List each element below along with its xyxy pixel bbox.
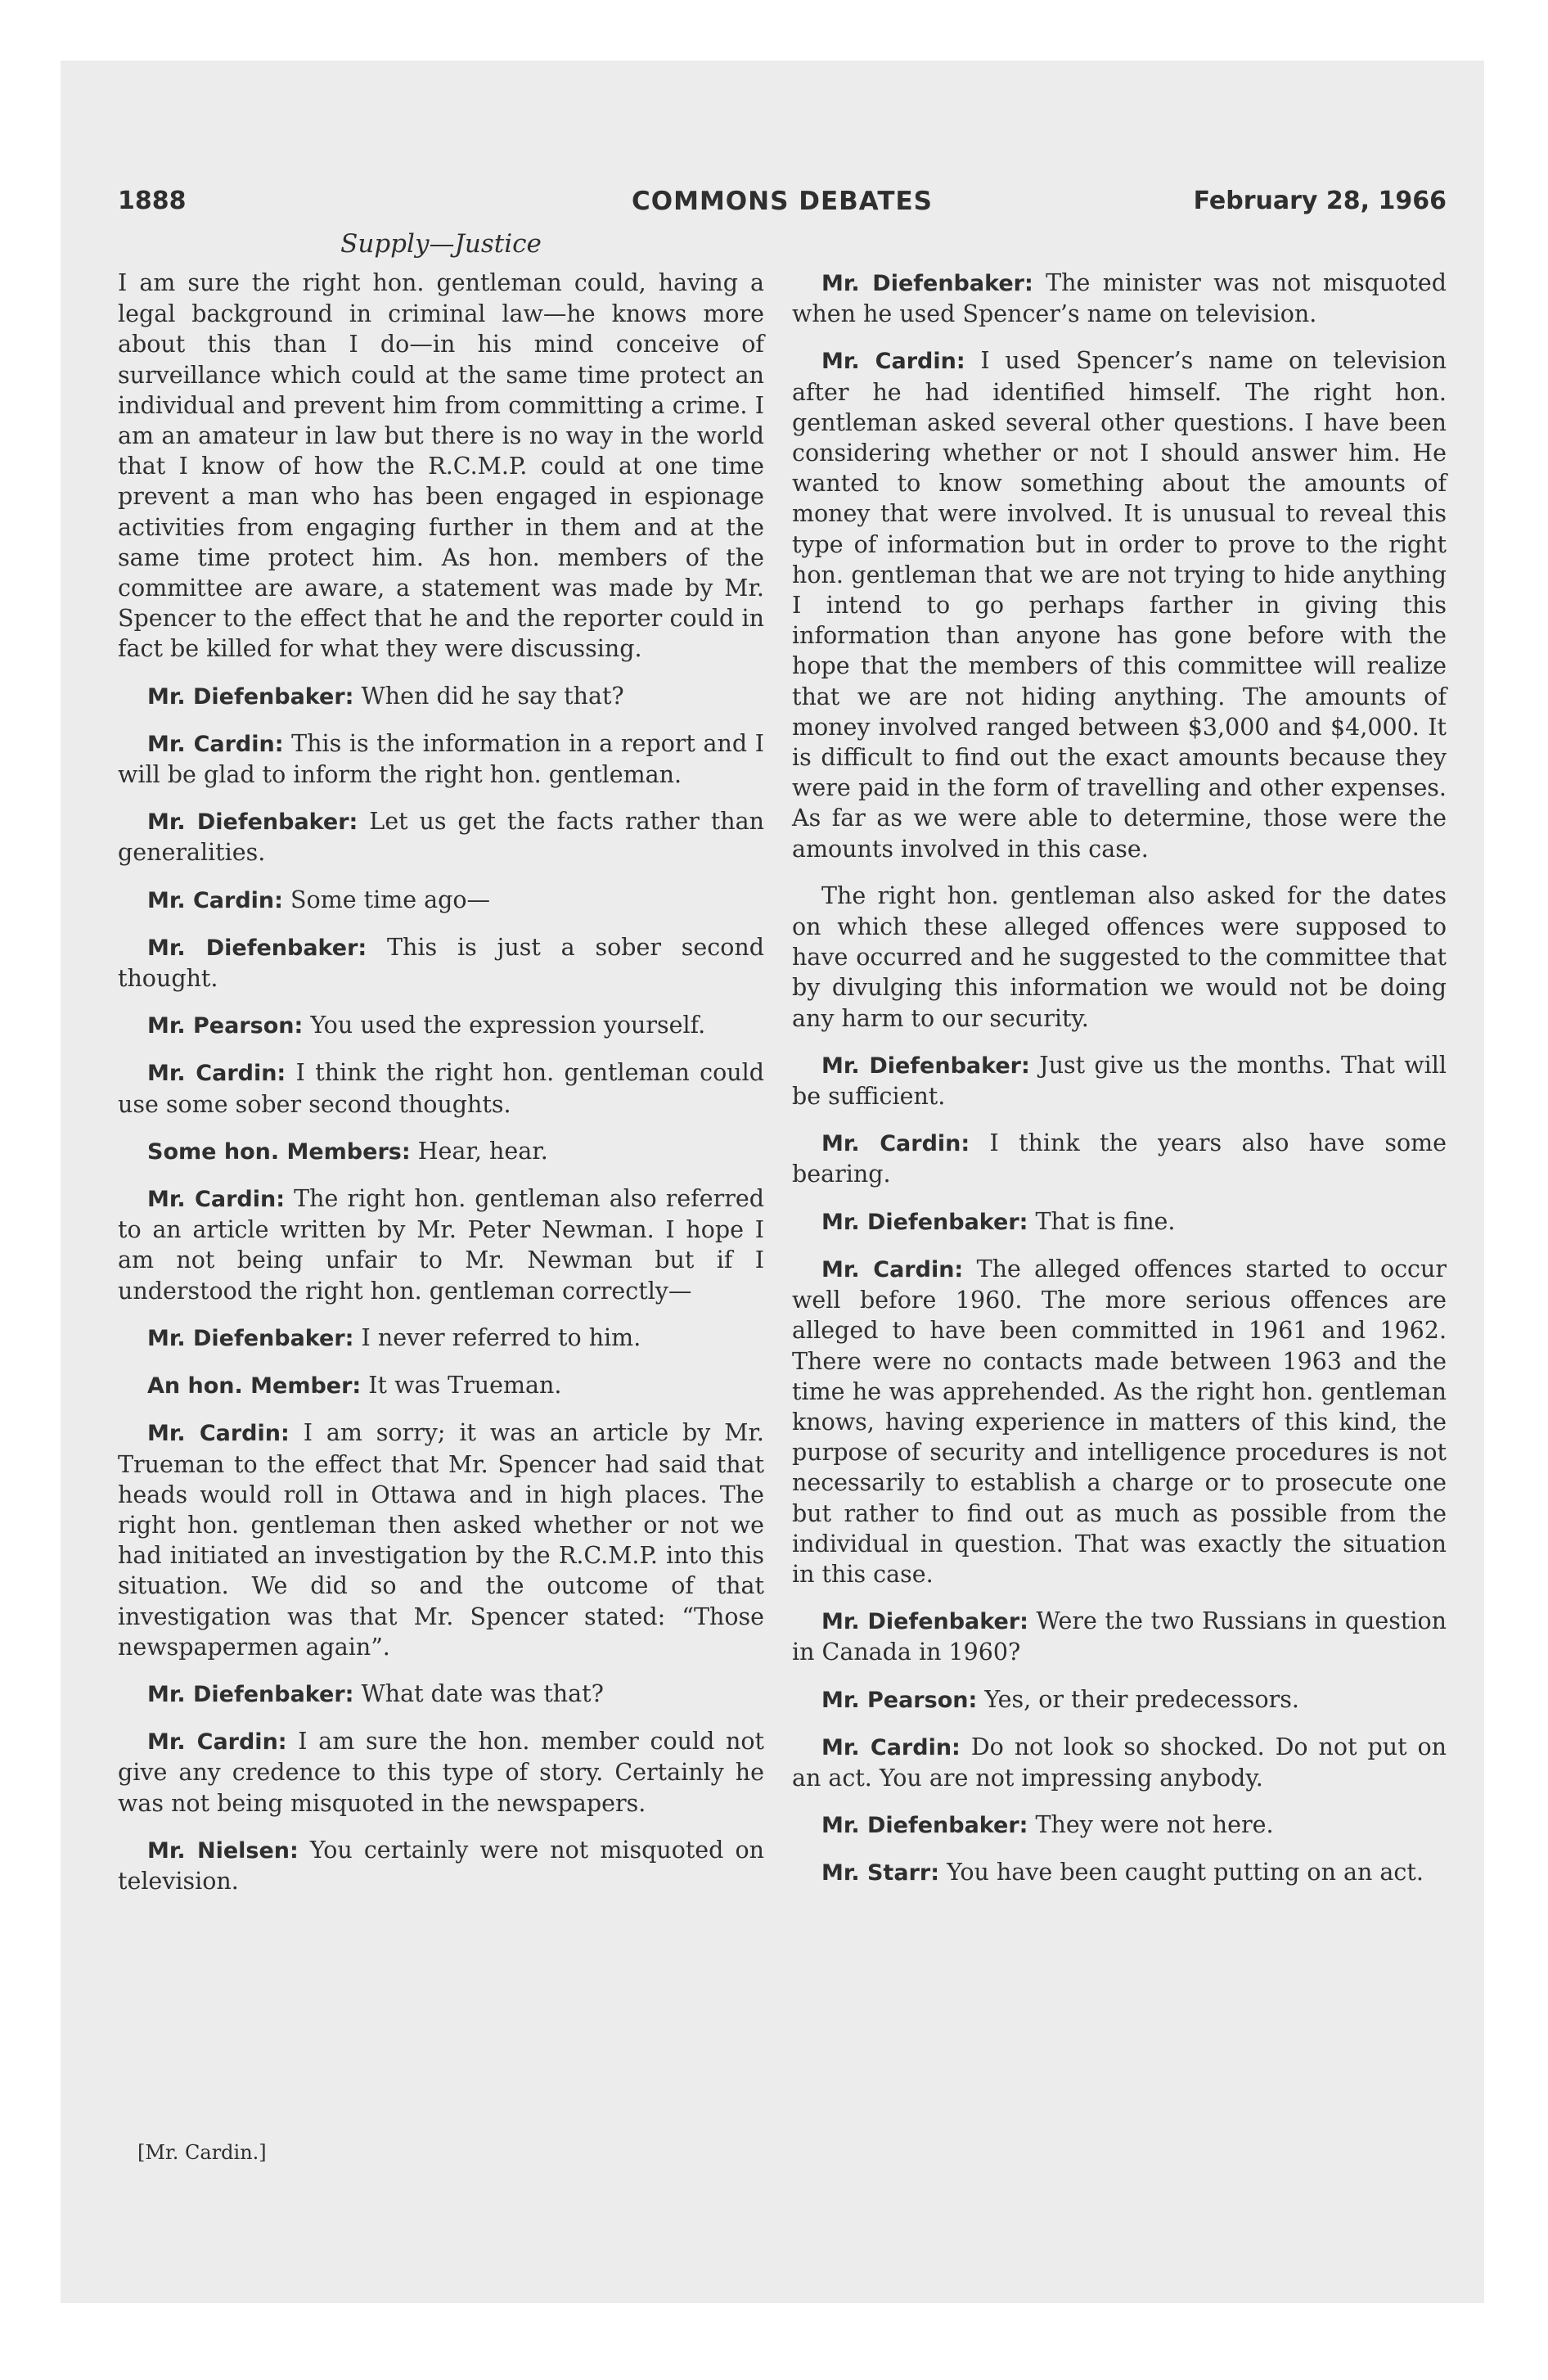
speaker-name: Mr. Cardin:: [821, 1734, 961, 1760]
speaker-name: Mr. Starr:: [821, 1860, 939, 1886]
speech-text: This is the information in a report and I will be glad to inform the right hon. gentleman.: [118, 729, 764, 789]
speaker-name: Mr. Diefenbaker:: [821, 1609, 1028, 1635]
speaker-name: Mr. Cardin:: [147, 887, 283, 913]
speaker-name: Mr. Diefenbaker:: [821, 1053, 1030, 1079]
page-number: 1888: [118, 187, 187, 215]
paragraph: [792, 1606, 1447, 1667]
speech-text: It was Trueman.: [368, 1372, 562, 1400]
speech-text: You used the expression yourself.: [310, 1012, 706, 1039]
paragraph: [792, 1857, 1447, 1888]
paragraph: [118, 1370, 764, 1401]
speaker-name: Mr. Cardin:: [821, 1131, 970, 1157]
speech-text: Some time ago—: [290, 886, 491, 913]
left-column: [118, 268, 764, 1913]
speech-text: The minister was not misquoted when he used Spencer’s name on television.: [792, 269, 1447, 328]
speaker-name: Some hon. Members:: [147, 1138, 411, 1165]
paragraph: [118, 1010, 764, 1041]
speaker-name: Mr. Nielsen:: [147, 1837, 299, 1864]
speaker-name: Mr. Cardin:: [147, 1729, 287, 1756]
speech-text: Were the two Russians in question in Canada in 1960?: [792, 1607, 1447, 1666]
speech-text: Do not look so shocked. Do not put on an act. You are not impressing anybody.: [792, 1733, 1447, 1792]
publication-date: February 28, 1966: [1193, 187, 1447, 215]
paragraph: [792, 881, 1447, 1034]
speaker-name: Mr. Diefenbaker:: [821, 271, 1033, 296]
speaker-name: Mr. Cardin:: [821, 349, 965, 375]
speech-text: I am sure the right hon. gentleman could, having a legal background in criminal law—he knows more about this than I do—in his mind conceive of surveillance which could at the same time protect an individual and prevent him from committing a crime. I am an amateur in law but there is no way in the world that I know of how the R.C.M.P. could at one time prevent a man who has been engaged in espionage activities from engaging further in them and at the same time protect him. As hon. members of the committee are aware, a statement was made by Mr. Spencer to the effect that he and the reporter could in fact be killed for what they were discussing.: [118, 269, 764, 663]
paragraph: [118, 1136, 764, 1167]
paragraph: [792, 1254, 1447, 1589]
speaker-name: An hon. Member:: [147, 1373, 362, 1400]
speech-text: You have been caught putting on an act.: [947, 1859, 1424, 1886]
paragraph: [792, 1128, 1447, 1189]
paragraph: [118, 932, 764, 994]
paragraph: [792, 1206, 1447, 1237]
speaker-name: Mr. Pearson:: [147, 1013, 304, 1039]
speech-text: The alleged offences started to occur well before 1960. The more serious offences are alleged to have been committed in 1961 and 1962. There were no contacts made between 1963 and the time he was apprehended. As the right hon. gentleman knows, having experience in matters of this kind, the purpose of security and intelligence procedures is not necessarily to establish a charge or to prosecute one but rather to find out as much as possible from the individual in question. That was exactly the situation in this case.: [792, 1255, 1447, 1588]
speech-text: They were not here.: [1035, 1811, 1274, 1839]
paragraph: [792, 1810, 1447, 1841]
speech-text: I never referred to him.: [361, 1323, 641, 1351]
paragraph: [118, 681, 764, 712]
paragraph: [118, 268, 764, 665]
speech-text: You certainly were not misquoted on television.: [118, 1836, 764, 1895]
speech-text: What date was that?: [361, 1679, 604, 1707]
paragraph: [792, 1732, 1447, 1793]
right-column: [792, 268, 1447, 1905]
speaker-name: Mr. Diefenbaker:: [147, 809, 358, 836]
paragraph: [118, 1679, 764, 1710]
paragraph: [118, 885, 764, 916]
speech-text: I am sorry; it was an article by Mr. Trueman to the effect that Mr. Spencer had said that heads would roll in Ottawa and in high places. The right hon. gentleman then asked whether or not we had initiated an investigation by the R.C.M.P. into this situation. We did so and the outcome of that investigation was that Mr. Spencer stated: “Those newspapermen again”.: [118, 1419, 764, 1661]
speech-text: I think the years also have some bearing.: [792, 1129, 1447, 1188]
paragraph: [792, 345, 1447, 863]
speech-text: Hear, hear.: [417, 1137, 548, 1165]
speaker-name: Mr. Diefenbaker:: [821, 1813, 1028, 1839]
speech-text: When did he say that?: [361, 682, 624, 710]
speaker-name: Mr. Diefenbaker:: [147, 1681, 354, 1707]
speaker-footer: [Mr. Cardin.]: [137, 2141, 267, 2164]
speaker-name: Mr. Pearson:: [821, 1687, 978, 1713]
speaker-name: Mr. Cardin:: [147, 1061, 286, 1087]
speech-text: Just give us the months. That will be sufficient.: [792, 1051, 1447, 1111]
paragraph: [118, 728, 764, 790]
speech-text: I used Spencer’s name on television after he had identified himself. The right hon. gentleman asked several other questions. I have been considering whether or not I should answer him. He wanted to know something about the amounts of money that were involved. It is unusual to reveal this type of information but in order to prove to the right hon. gentleman that we are not trying to hide anything I intend to go perhaps farther in giving this information than anyone has gone before with the hope that the members of this committee will realize that we are not hiding anything. The amounts of money involved ranged between $3,000 and $4,000. It is difficult to find out the exact amounts because they were paid in the form of travelling and other expenses. As far as we were able to determine, those were the amounts involved in this case.: [792, 347, 1447, 863]
paragraph: [118, 1418, 764, 1662]
paragraph: [792, 1684, 1447, 1715]
paragraph: [118, 1183, 764, 1306]
speech-text: The right hon. gentleman also asked for the dates on which these alleged offences were supposed to have occurred and he suggested to the committee that by divulging this information we would not be doing any harm to our security.: [792, 881, 1447, 1032]
speech-text: This is just a sober second thought.: [118, 933, 764, 993]
page-header: [118, 187, 1447, 228]
paragraph: [792, 1050, 1447, 1111]
speech-text: I am sure the hon. member could not give any credence to this type of story. Certainly he was not being misquoted in the newspapers.: [118, 1728, 764, 1817]
speech-text: That is fine.: [1035, 1207, 1176, 1235]
speech-text: The right hon. gentleman also referred to an article written by Mr. Peter Newman. I hope I am not being unfair to Mr. Newman but if I understood the right hon. gentleman correctly—: [118, 1185, 765, 1305]
paragraph: [118, 1057, 764, 1119]
paragraph: [118, 806, 764, 868]
speaker-name: Mr. Cardin:: [821, 1256, 964, 1282]
speaker-name: Mr. Diefenbaker:: [821, 1209, 1028, 1235]
speech-text: Let us get the facts rather than generalities.: [118, 808, 765, 867]
speaker-name: Mr. Cardin:: [147, 731, 284, 757]
speaker-name: Mr. Diefenbaker:: [147, 935, 367, 961]
speech-text: I think the right hon. gentleman could use some sober second thoughts.: [118, 1059, 764, 1118]
speaker-name: Mr. Diefenbaker:: [147, 683, 354, 710]
speaker-name: Mr. Cardin:: [147, 1421, 290, 1447]
paragraph: [118, 1726, 764, 1819]
publication-title: COMMONS DEBATES: [632, 187, 933, 216]
speaker-name: Mr. Diefenbaker:: [147, 1325, 354, 1351]
paragraph: [792, 268, 1447, 329]
speech-text: Yes, or their predecessors.: [984, 1685, 1299, 1713]
section-subject: Supply—Justice: [340, 229, 542, 259]
paragraph: [118, 1323, 764, 1354]
speaker-name: Mr. Cardin:: [147, 1187, 285, 1213]
paragraph: [118, 1835, 764, 1896]
